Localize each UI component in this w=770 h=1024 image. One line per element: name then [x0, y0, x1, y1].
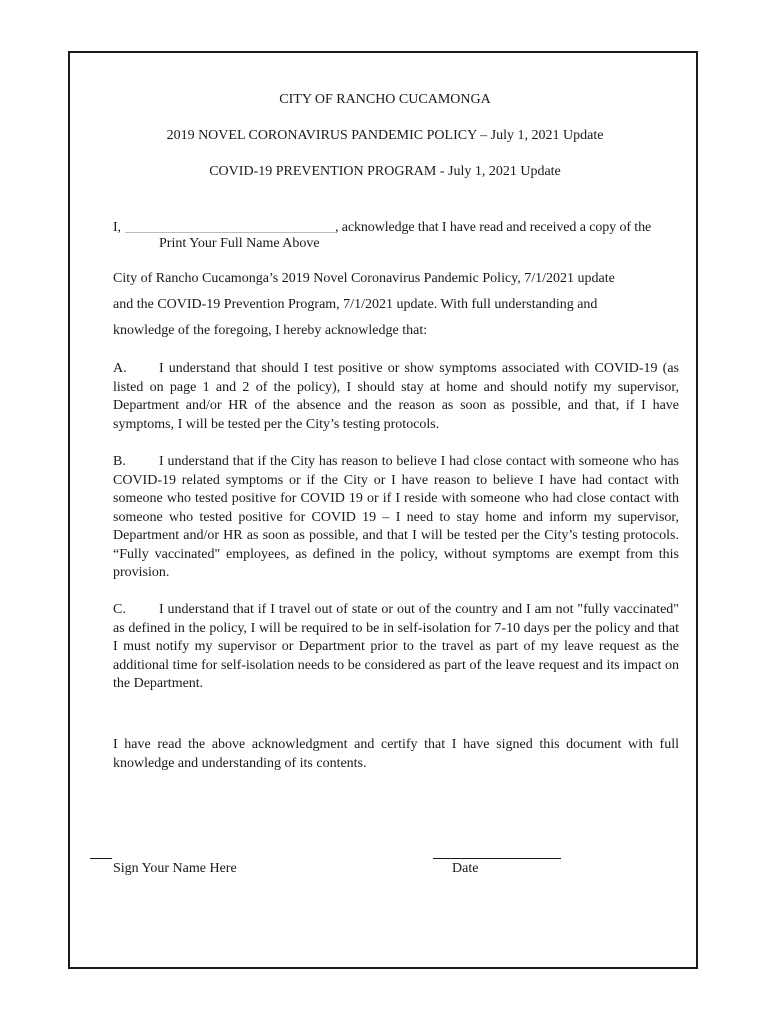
item-a-marker: A. [113, 361, 127, 376]
item-c-marker: C. [113, 602, 126, 617]
full-name-field[interactable] [125, 218, 335, 233]
certification-text: I have read the above acknowledgment and certify that I have signed this document with full knowledge and understanding of its contents. [113, 737, 679, 771]
signature-label: Sign Your Name Here [113, 861, 237, 876]
signature-field[interactable] [90, 858, 112, 859]
item-b-marker: B. [113, 454, 126, 469]
intro-line: knowledge of the foregoing, I hereby acknowledge that: [113, 323, 428, 338]
intro-line: City of Rancho Cucamonga’s 2019 Novel Coronavirus Pandemic Policy, 7/1/2021 update [113, 271, 615, 286]
intro-text [113, 266, 683, 344]
name-prefix: I, [113, 220, 121, 235]
item-c [113, 601, 679, 694]
item-c-text: I understand that if I travel out of state or out of the country and I am not "fully vaccinated" as defined in the policy, I will be required to be in self-isolation for 7-10 days per the policy and that I must notify my supervisor or Department prior to the travel as part of my leave request as the additional time for self-isolation needs to be considered as part of the leave request and its impact on the Department. [113, 602, 679, 691]
acknowledgement-suffix: , acknowledge that I have read and received a copy of the [334, 220, 652, 235]
city-title: CITY OF RANCHO CUCAMONGA [279, 92, 491, 107]
program-title: COVID-19 PREVENTION PROGRAM - July 1, 2021 Update [209, 164, 561, 179]
policy-title: 2019 NOVEL CORONAVIRUS PANDEMIC POLICY – July 1, 2021 Update [166, 128, 604, 143]
item-b [113, 453, 679, 583]
item-b-text: I understand that if the City has reason to believe I had close contact with someone who has COVID-19 related symptoms or if the City or I have reason to believe I have had contact with someone who tested positive for COVID 19 or if I reside with someone who had close contact with someone who tested positive for COVID 19 – I need to stay home and inform my supervisor, Department and/or HR as soon as possible, and that I will be tested per the City’s testing protocols. “Fully vaccinated" employees, as defined in the policy, without symptoms are exempt from this provision. [113, 454, 679, 580]
name-field-caption: Print Your Full Name Above [159, 236, 320, 251]
intro-line: and the COVID-19 Prevention Program, 7/1/2021 update. With full understanding and [113, 297, 598, 312]
date-field[interactable] [433, 858, 561, 859]
acknowledgement-line [113, 218, 651, 236]
date-label: Date [452, 861, 479, 876]
item-a [113, 360, 679, 434]
item-a-text: I understand that should I test positive or show symptoms associated with COVID-19 (as listed on page 1 and 2 of the policy), I should stay at home and should notify my supervisor, Department and/or HR of the absence and the reason as soon as possible, and that, if I have symptoms, I will be tested per the City’s testing protocols. [113, 361, 679, 432]
